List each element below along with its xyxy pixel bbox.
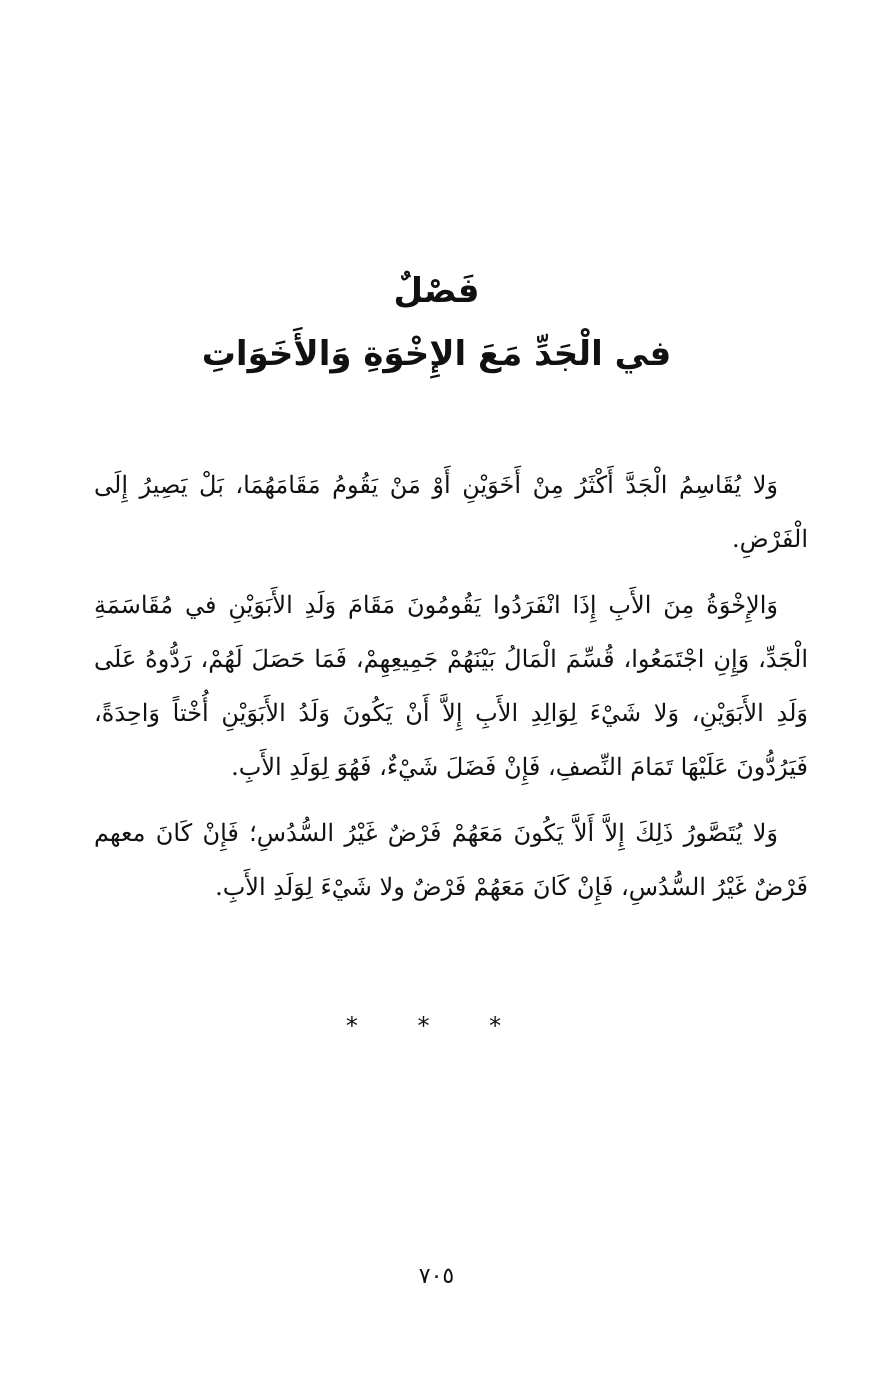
page-number: ٧٠٥ xyxy=(418,1264,455,1289)
paragraph-2: وَالإِخْوَةُ مِنَ الأَبِ إِذَا انْفَرَدُوا يَقُومُونَ مَقَامَ وَلَدِ الأَبَوَيْنِ في مُقَاسَمَةِ الْجَدِّ، وَإِنِ اجْتَمَعُوا، قُسِّمَ الْمَالُ بَيْنَهُمْ جَمِيعِهِمْ، فَمَا حَصَلَ لَهُمْ، رَدُّوهُ عَلَى وَلَدِ الأَبَوَيْنِ، وَلا شَيْءَ لِوَالِدِ الأَبِ إِلاَّ أَنْ يَكُونَ وَلَدُ الأَبَوَيْنِ أُخْتاً وَاحِدَةً، فَيَرُدُّونَ عَلَيْهَا تَمَامَ النِّصفِ، فَإِنْ فَضَلَ شَيْءٌ، فَهُوَ لِوَلَدِ الأَبِ. xyxy=(94,591,808,781)
section-label: فَصْلٌ xyxy=(393,271,480,311)
paragraph-3: وَلا يُتَصَّورُ ذَلِكَ إِلاَّ أَلاَّ يَكُونَ مَعَهُمْ فَرْضٌ غَيْرُ السُّدُسِ؛ فَإِنْ كَانَ معهم فَرْضٌ غَيْرُ السُّدُسِ، فَإِنْ كَانَ مَعَهُمْ فَرْضٌ ولا شَيْءَ لِوَلَدِ الأَبِ. xyxy=(94,819,808,901)
paragraph-1: وَلا يُقَاسِمُ الْجَدَّ أَكْثَرُ مِنْ أَخَوَيْنِ أَوْ مَنْ يَقُومُ مَقَامَهُمَا، بَلْ يَصِيرُ إِلَى الْفَرْضِ. xyxy=(94,471,808,553)
section-separator: * * * xyxy=(345,1012,528,1040)
body-text xyxy=(94,458,808,926)
section-title: في الْجَدِّ مَعَ الإِخْوَةِ وَالأَخَوَاتِ xyxy=(201,334,672,374)
